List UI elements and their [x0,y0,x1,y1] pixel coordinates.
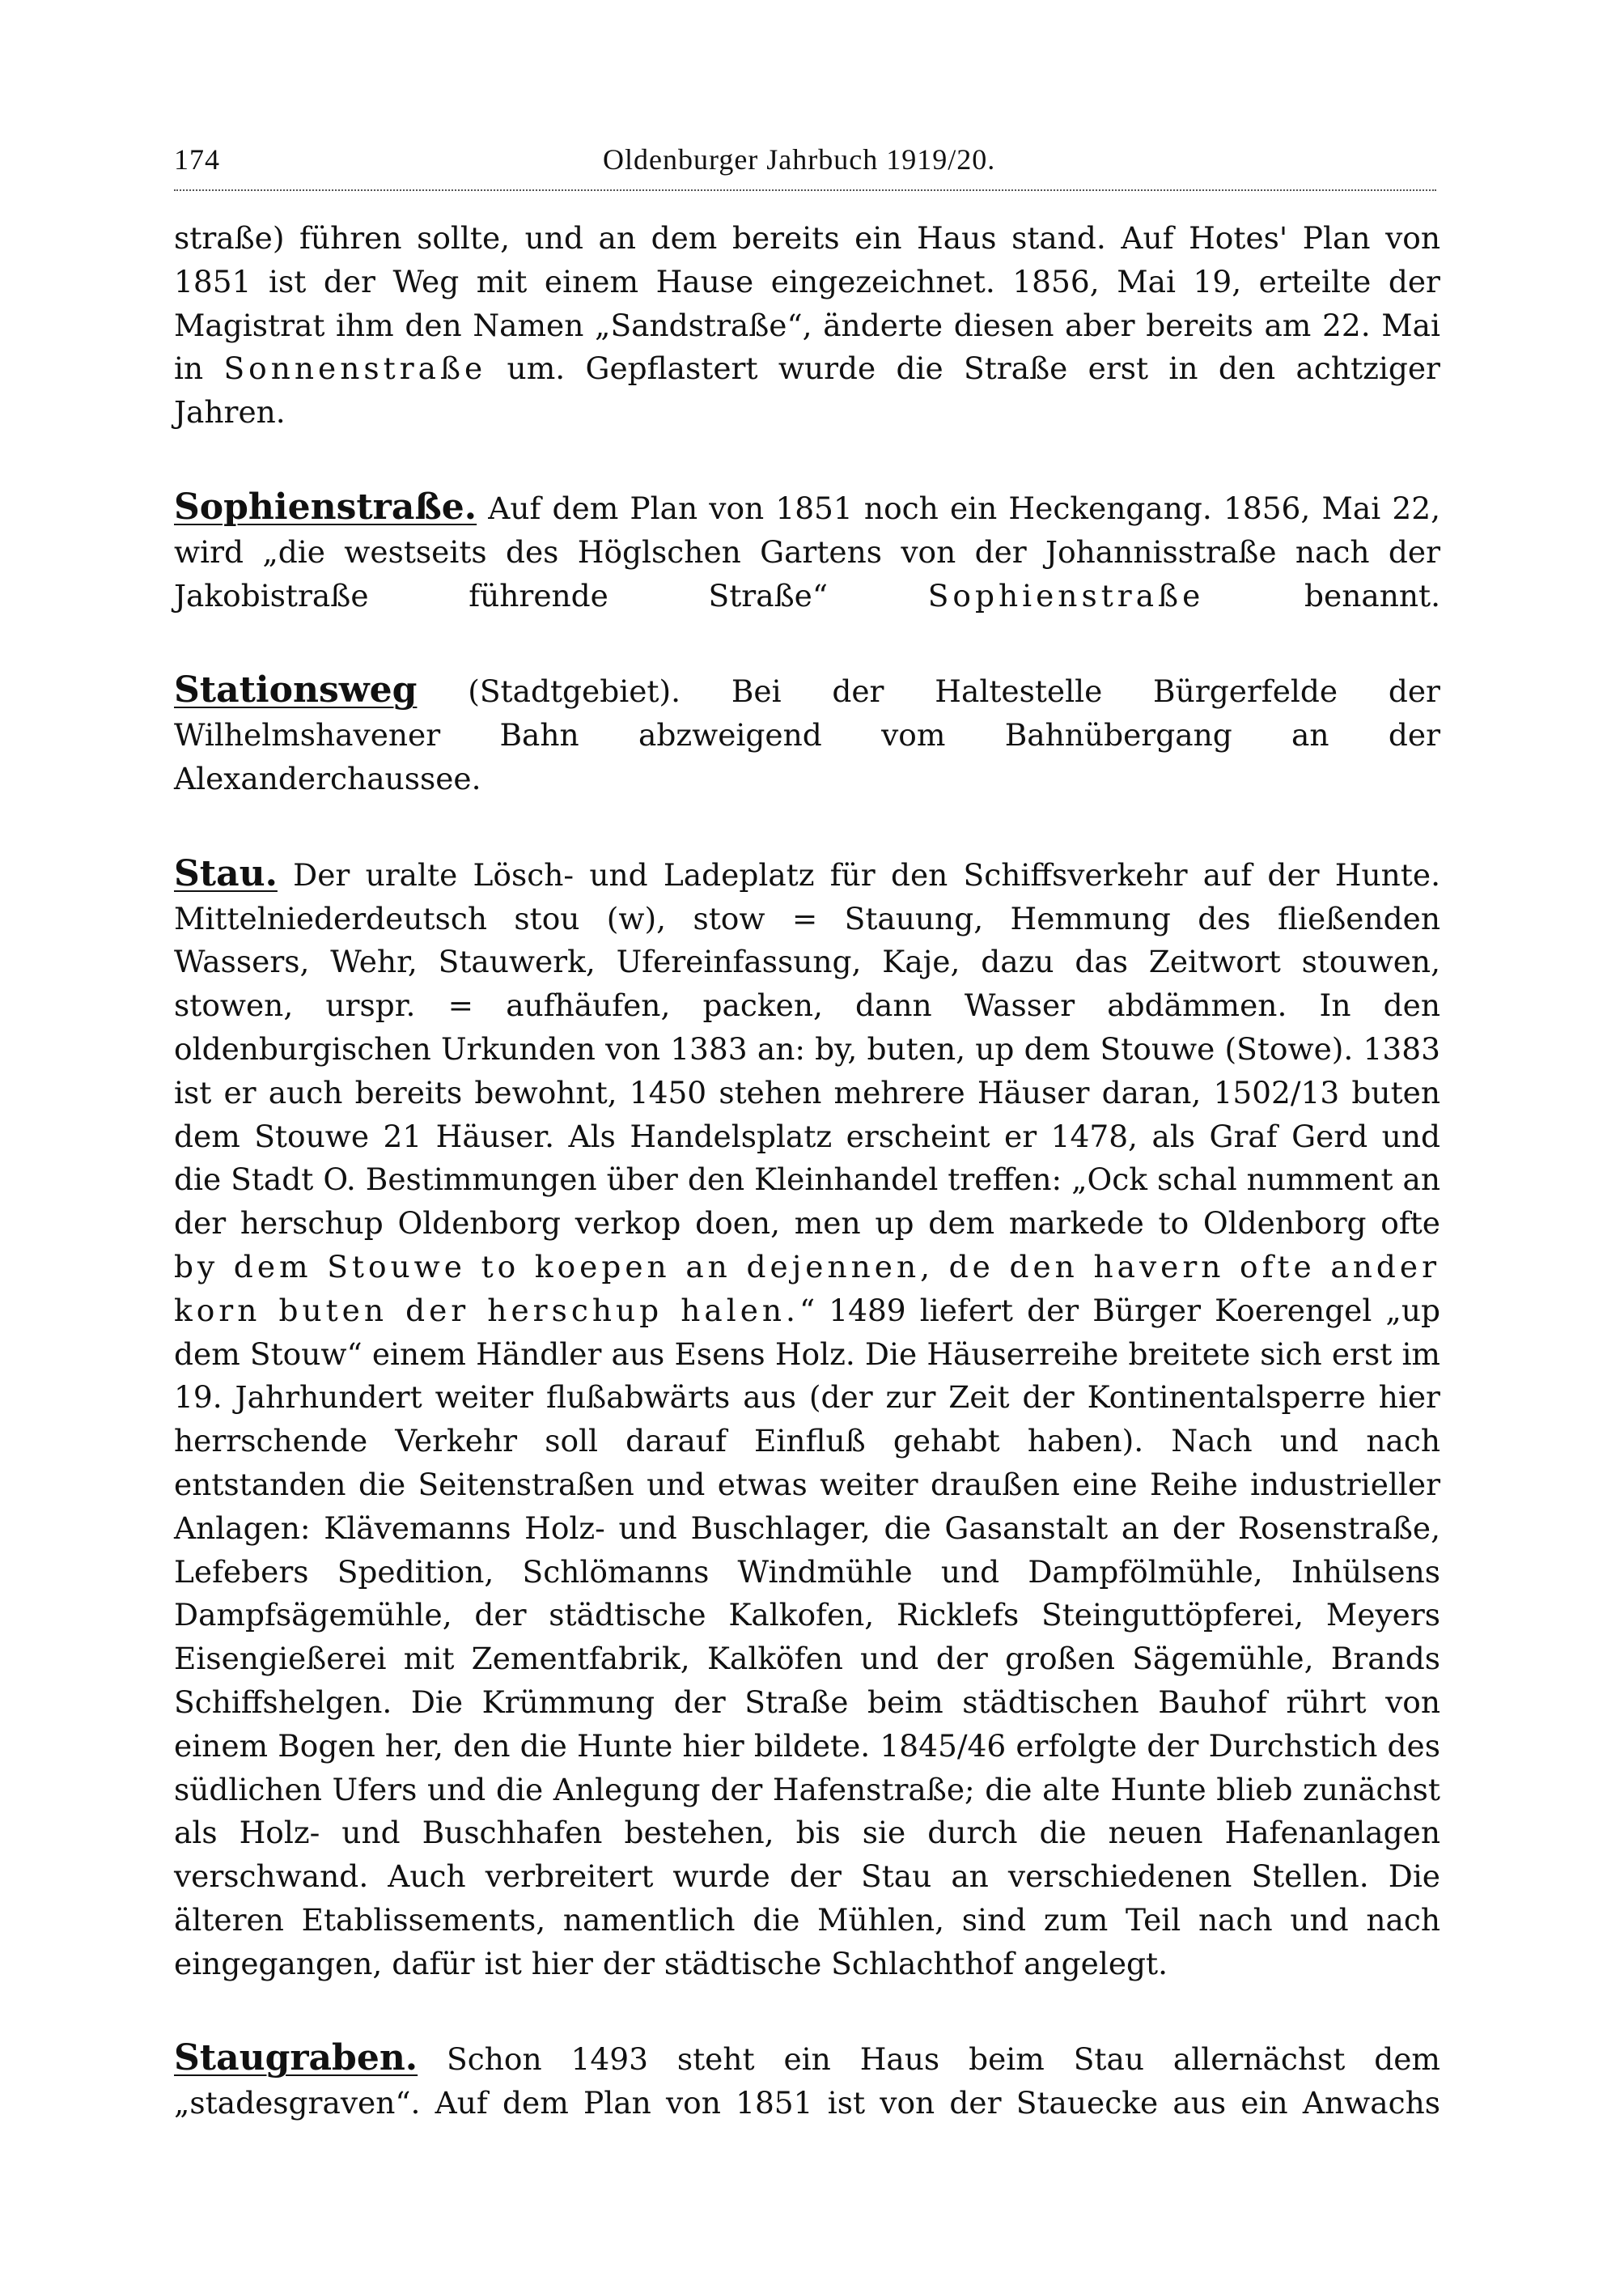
continuation-spaced-name: Sonnenstraße [223,350,487,387]
entry-text: Auf dem Plan von 1851 noch ein Heckengang. 1856, Mai 22, wird „die westseits des Höglschen Gartens von der Johannisstraße nach der Jakobistraße führende Straße“ [174,490,1440,614]
entry-text: (Stadtgebiet). Bei der Haltestelle Bürgerfelde der Wilhelmshavener Bahn abzweigend vom Bahnübergang an der Alexanderchaussee. [174,673,1440,796]
entry-text-after: “ 1489 liefert der Bürger Koerengel „up dem Stouw“ einem Händler aus Esens Holz. Die Häuserreihe breitete sich erst im 19. Jahrhundert weiter flußabwärts aus (der zur Zeit der Kontinentalsperre hier herrschende Verkehr soll darauf Einfluß gehabt haben). Nach und nach entstanden die Seitenstraßen und etwas weiter draußen eine Reihe industrieller Anlagen: Klävemanns Holz- und Buschlager, die Gasanstalt an der Rosenstraße, Lefebers Spedition, Schlömanns Windmühle und Dampfölmühle, Inhülsens Dampfsägemühle, der städtische Kalkofen, Ricklefs Steinguttöpferei, Meyers Eisengießerei mit Zementfabrik, Kalköfen und der großen Sägemühle, Brands Schiffshelgen. Die Krümmung der Straße beim städtischen Bauhof rührt von einem Bogen her, den die Hunte hier bildete. 1845/46 erfolgte der Durchstich des südlichen Ufers und die Anlegung der Hafenstraße; die alte Hunte blieb zunächst als Holz- und Buschhafen bestehen, bis sie durch die neuen Hafenanlagen verschwand. Auch verbreitert wurde der Stau an verschiedenen Stellen. Die älteren Etablissements, namentlich die Mühlen, sind zum Teil nach und nach eingegangen, dafür ist hier der städtische Schlachthof angelegt. [174,1292,1441,1981]
continuation-text: straße) führen sollte, und an dem bereits ein Haus stand. Auf Hotes' Plan von 1851 ist der Weg mit einem Hause eingezeichnet. 1856, Mai 19, erteilte der Magistrat ihm den Namen „Sandstraße“, änderte diesen aber bereits am 22. Mai in [174,220,1440,387]
continuation-text-after: um. Gepflastert wurde die Straße erst in den achtziger Jahren. [174,350,1440,431]
entry-spaced-text: Sophienstraße [927,577,1205,614]
entry-stationsweg [174,669,1440,800]
entry-text: Schon 1493 steht ein Haus beim Stau allernächst dem „stadesgraven“. Auf dem Plan von 1851 ist von der Stauecke aus ein Anwachs [174,2041,1440,2121]
entry-stau [174,852,1440,1986]
entry-staugraben [174,2036,1440,2125]
continuation-paragraph [174,217,1440,435]
entry-text: Der uralte Lösch- und Ladeplatz für den Schiffsverkehr auf der Hunte. Mittelniederdeutsch stou (w), stow = Stauung, Hemmung des fließenden Wassers, Wehr, Stauwerk, Ufereinfassung, Kaje, dazu das Zeitwort stouwen, stowen, urspr. = aufhäufen, packen, dann Wasser abdämmen. In den oldenburgischen Urkunden von 1383 an: by, buten, up dem Stouwe (Stowe). 1383 ist er auch bereits bewohnt, 1450 stehen mehrere Häuser daran, 1502/13 buten dem Stouwe 21 Häuser. Als Handelsplatz erscheint er 1478, als Graf Gerd und die Stadt O. Bestimmungen über den Kleinhandel treffen: „Ock schal numment an der herschup Oldenborg verkop doen, men up dem markede to Oldenborg ofte [174,856,1440,1242]
running-title: Oldenburger Jahrbuch 1919/20. [603,143,996,176]
entry-heading: Staugraben. [174,2037,418,2079]
entry-heading: Stau. [174,852,278,894]
entry-heading: Sophienstraße. [174,486,477,528]
entry-spaced-text: by dem Stouwe to koepen an dejennen, de den havern ofte ander korn buten der herschup halen. [174,1248,1440,1328]
header-rule [174,189,1436,191]
page-header [174,142,1436,188]
body-text [174,217,1440,2125]
page-number: 174 [174,143,220,176]
entry-sophienstrasse [174,486,1440,618]
entry-text-after: benannt. [1204,577,1440,614]
entry-heading: Stationsweg [174,669,418,711]
